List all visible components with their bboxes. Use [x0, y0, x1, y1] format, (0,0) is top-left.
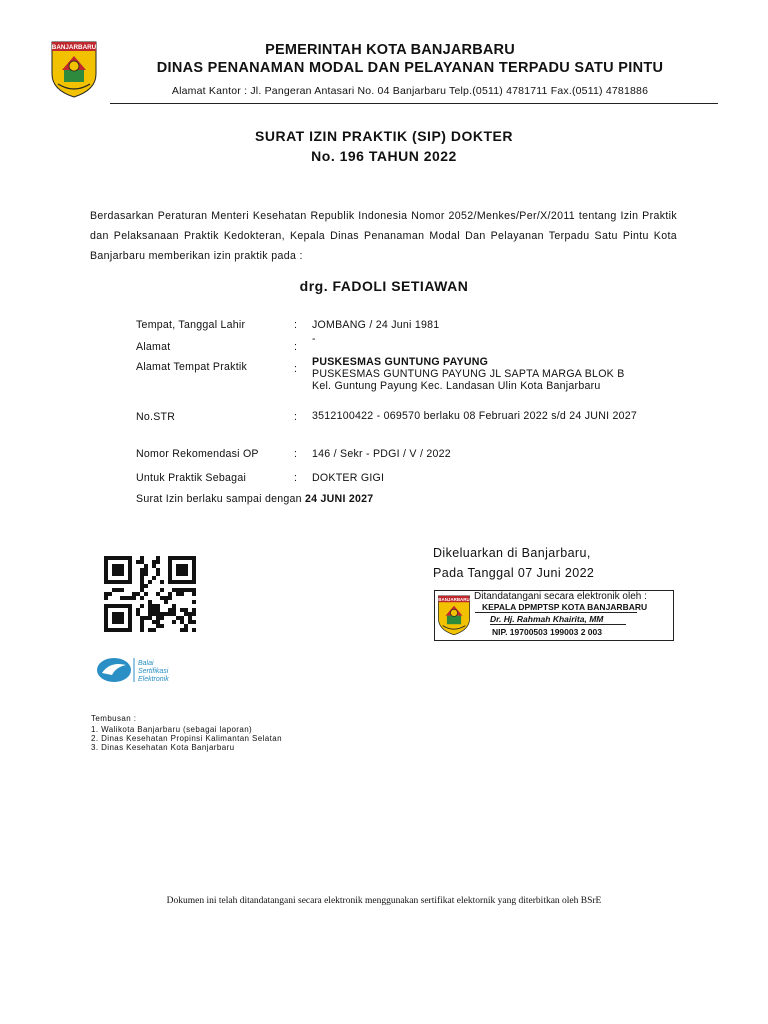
emblem-label: BANJARBARU — [51, 44, 97, 51]
practice-address-label: Alamat Tempat Praktik — [136, 361, 248, 373]
footer-note: Dokumen ini telah ditandatangani secara elektronik menggunakan sertifikat elektornik yang diterbitkan oleh BSrE — [166, 896, 602, 906]
signature-emblem-logo — [437, 593, 471, 637]
document-number: No. 196 TAHUN 2022 — [311, 148, 457, 164]
str-value: 3512100422 - 069570 berlaku 08 Februari 2022 s/d 24 JUNI 2027 — [312, 410, 638, 422]
validity-date: 24 JUNI 2027 — [305, 493, 374, 505]
validity-prefix: Surat Izin berlaku sampai dengan — [136, 493, 302, 505]
cc-item-3: 3. Dinas Kesehatan Kota Banjarbaru — [91, 743, 235, 752]
bsre-line3: Elektronik — [138, 676, 169, 683]
practice-address-line1: PUSKESMAS GUNTUNG PAYUNG JL SAPTA MARGA BLOK B — [312, 368, 625, 380]
str-label: No.STR — [136, 411, 176, 423]
practice-address-colon: : — [294, 363, 297, 375]
str-colon: : — [294, 411, 297, 423]
practice-place-name: PUSKESMAS GUNTUNG PAYUNG — [312, 356, 489, 368]
practice-as-colon: : — [294, 472, 297, 484]
signer-name: Dr. Hj. Rahmah Khairita, MM — [490, 614, 626, 625]
signature-rule — [475, 612, 637, 613]
government-name: PEMERINTAH KOTA BANJARBARU — [265, 42, 515, 58]
city-emblem-logo — [50, 40, 98, 98]
address-label: Alamat — [136, 341, 171, 353]
doctor-name: drg. FADOLI SETIAWAN — [299, 278, 469, 294]
header-divider — [110, 103, 718, 104]
birth-label: Tempat, Tanggal Lahir — [136, 319, 246, 331]
intro-paragraph: Berdasarkan Peraturan Menteri Kesehatan Republik Indonesia Nomor 2052/Menkes/Per/X/2011 tentang Izin Praktik dan Pelaksanaan Praktik Kedokteran, Kepala Dinas Penanaman Modal Dan Pelayanan Terpadu Satu Pintu Kota Banjarbaru memberikan izin praktik pada : — [90, 210, 677, 262]
office-address: Alamat Kantor : Jl. Pangeran Antasari No. 04 Banjarbaru Telp.(0511) 4781711 Fax.(0511) 4781886 — [171, 85, 649, 97]
issued-place: Dikeluarkan di Banjarbaru, — [433, 546, 591, 560]
address-colon: : — [294, 341, 297, 353]
practice-as-label: Untuk Praktik Sebagai — [136, 472, 247, 484]
cc-heading: Tembusan : — [91, 714, 137, 723]
signed-electronically-text: Ditandatangani secara elektronik oleh : — [474, 591, 647, 602]
practice-address-line2: Kel. Guntung Payung Kec. Landasan Ulin Kota Banjarbaru — [312, 380, 601, 392]
address-value: - — [312, 333, 316, 345]
cc-item-2: 2. Dinas Kesehatan Propinsi Kalimantan Selatan — [91, 734, 282, 743]
bsre-line1: Balai — [138, 660, 154, 667]
signer-nip: NIP. 19700503 199003 2 003 — [492, 627, 602, 637]
birth-value: JOMBANG / 24 Juni 1981 — [312, 319, 440, 331]
cc-item-1: 1. Walikota Banjarbaru (sebagai laporan) — [91, 725, 253, 734]
signature-emblem-label: BANJARBARU — [438, 596, 470, 602]
bsre-logo — [96, 655, 206, 685]
document-title: SURAT IZIN PRAKTIK (SIP) DOKTER — [255, 128, 513, 144]
issued-date: Pada Tanggal 07 Juni 2022 — [433, 566, 595, 580]
validity-statement — [136, 493, 373, 505]
signer-position: KEPALA DPMPTSP KOTA BANJARBARU — [482, 602, 648, 612]
agency-name: DINAS PENANAMAN MODAL DAN PELAYANAN TERPADU SATU PINTU — [156, 60, 664, 76]
qr-code — [104, 556, 196, 632]
bsre-line2: Sertifikasi — [138, 668, 169, 675]
recommendation-label: Nomor Rekomendasi OP — [136, 448, 259, 460]
recommendation-colon: : — [294, 448, 297, 460]
birth-colon: : — [294, 319, 297, 331]
recommendation-value: 146 / Sekr - PDGI / V / 2022 — [312, 448, 451, 460]
practice-as-value: DOKTER GIGI — [312, 472, 385, 484]
